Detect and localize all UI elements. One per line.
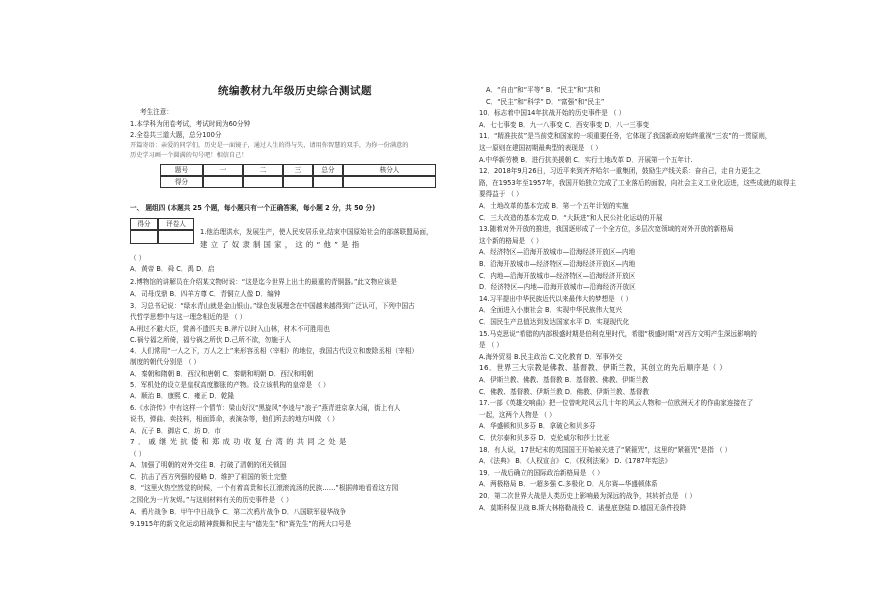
question-line: 说书，弹曲、卖技料，相面算命，表演杂等，他们所去的地方叫做 （ ） (130, 415, 339, 423)
question-line: 7．戚继光抗倭和郑成功收复台湾的共同之处是 (130, 437, 350, 446)
question-line: 要得益于 （ ） (479, 190, 523, 198)
question-line: 5．军机处的设立是皇权高度膨胀的产物。设立该机构的皇帝是 （ ） (130, 381, 330, 389)
question-line: 6.《水浒传》中有这样一个情节：梁山好汉“黑旋风”李逵与“浪子”燕青进京拿大闹，街上有人 (130, 404, 401, 412)
question-line: 2.博物馆的讲解员在介绍某文物时说：“这是迄今世界上出土的最重的青铜器。”此文物应该是 (130, 278, 397, 286)
question-line: C．“民主”和“科学” D．“富强”和“民主” (486, 98, 605, 106)
question-line: A．顺治 B．康熙 C．雍正 D．乾隆 (130, 392, 235, 400)
notice-line: 历史学习画一个圆满的句号吧！相信自己！ (130, 152, 248, 159)
question-line: A．黄帝 B．舜 C．禹 D．启 (130, 265, 215, 273)
question-line: 8．“这里火热空然觉的时候，一个有着高贵和长江滚滚流汤的民族……”根据帅地看看这方园 (130, 484, 399, 492)
question-line: 建立了奴隶制国家，这的“他”是指 (200, 240, 363, 249)
question-line: C．伏尔泰和贝多芬 D．克伦威尔和莎士比亚 (479, 434, 610, 442)
score-cell[interactable] (243, 176, 283, 188)
question-line: A．加强了明朝的对外交往 B．打破了清朝的闭关锁国 (130, 461, 287, 469)
question-line: A.刑过不避大臣，赏善不遗匹夫 B.斧斤以时入山林，材木不可胜用也 (130, 325, 330, 333)
question-line: C．佛教、基督教、伊斯兰教 D．佛教、伊斯兰教、基督教 (479, 388, 650, 396)
question-line: 一起，这两个人物是 （ ） (479, 411, 556, 419)
score-cell[interactable] (343, 176, 436, 188)
question-line: 这个新的格局是 （ ） (479, 237, 543, 245)
question-line: 20．第二次世界大战是人类历史上影响最为深远的战争，其转折点是 （ ） (479, 492, 696, 500)
question-line: A．华盛顿和贝多芬 B．拿破仑和贝多芬 (479, 422, 596, 430)
question-line: A.中华新劳模 B．进行抗美援朝 C．实行土地改革 D．开展第一个五年计. (479, 156, 693, 164)
question-line: A．经济特区—沿海开放城市—沿海经济开放区—内地 (479, 248, 636, 256)
question-line: 17.一部《英雄交响曲》把一位曾叱咤风云几十年的风云人物和一位欧洲天才的作曲家连接在了 (479, 399, 754, 407)
question-line: 19．一战后确立的国际政治新格局是 （ ） (479, 469, 604, 477)
score-table-header: 总分 (313, 164, 343, 176)
notice-line: 2.全卷共三道大题，总分100分 (130, 131, 222, 139)
question-line: 12．2018年9月26日，习近平来到齐齐哈尔一重集团，鼓励生产线关系：奋自己，走自力更生之 (479, 167, 761, 175)
question-line: 16．世界三大宗教是佛教、基督教、伊斯兰教，其创立的先后顺序是（ ） (479, 363, 727, 372)
section-heading: 一、 题组四 (本题共 25 个题，每小题只有一个正确答案，每小题 2 分，共 50 分) (130, 204, 376, 212)
question-line: A．瓦子 B．御店 C．坊 D．市 (130, 427, 221, 435)
question-line: C.祸兮福之所倚，福兮祸之所伏 D.己所不欲，勿施于人 (130, 336, 292, 344)
question-line: 制度的朝代分别是 （ ） (130, 358, 201, 366)
question-line: （ ） (130, 450, 146, 458)
question-line: A．伊斯兰教、佛教、基督教 B．基督教、佛教、伊斯兰教 (479, 376, 649, 384)
question-line: A．土地改革的基本完成 B．第一个五年计划的实施 (479, 202, 629, 210)
notice-line: 开篇寄语：亲爱的同学们，历史是一面镜子，通过人生的得与失，请用你智慧的双手，为你一份满意的 (130, 142, 409, 149)
question-line: B．沿海开放城市—经济特区—沿海经济开放区—内地 (479, 260, 636, 268)
question-line: 代哲学思想中与这一理念相近的是 （ ） (130, 313, 247, 321)
question-line: 9.1915年的新文化运动精神鼓舞和民主与“德先生”和“赛先生”的两大口号是 (130, 520, 352, 528)
question-line: A．七七事变 B．九一八事变 C．西安事变 D．八一三事变 (479, 121, 650, 129)
question-line: 4．人们常用“一人之下，万人之上”来形容丞相（宰相）的地位，我国古代设立和废除丞相（宰相） (130, 347, 418, 355)
question-line: 1.他治理洪水，发展生产，使人民安居乐业,结束中国原始社会的部落联盟局面， (200, 228, 433, 236)
notice-line: 1.本学科为闭卷考试，考试时间为60分钟 (130, 120, 251, 128)
question-line: 10．标志着中国14年抗战开始的历史事件是 （ ） (479, 109, 626, 117)
question-line: 之园化为一片灰烬。”与这则材料有关的历史事件是 （ ） (130, 496, 293, 504)
grader-table-header: 评卷人 (158, 218, 194, 230)
question-line: 3．习总书记说：“绿水青山就是金山银山。”绿色发展理念在中国越来越得到广泛认可，下列中国古 (130, 302, 415, 310)
question-line: A．《法典》 B．《人权宣言》 C．《权利法案》 D.《1787年宪法》 (479, 457, 672, 465)
question-line: A．秦朝和隋朝 B．西汉和唐朝 C．秦朝和明朝 D．西汉和明朝 (130, 370, 314, 378)
question-line: 是 （ ） (479, 341, 503, 349)
question-line: （ ） (130, 254, 146, 262)
question-line: 11．“精准扶贫”是当前党和国家的一项重要任务，它体现了我国新政府始终重视“三农”的一贯原则， (479, 132, 772, 140)
question-line: 15.马克思说“希腊的内部极盛时期是伯利克里时代，希腊“极盛时期”对西方文明产生深远影响的 (479, 330, 757, 338)
question-line: A．“自由”和“平等” B．“民主”和“共和 (486, 86, 601, 94)
question-line: A．两极格局 B．一超多强 C.多极化 D．凡尔赛—华盛顿体系 (479, 480, 658, 488)
question-line: C．国民生产总值达到发达国家水平 D．实现现代化 (479, 318, 630, 326)
score-cell[interactable] (203, 176, 243, 188)
question-line: 18．有人说，17世纪末的英国国王开始被关进了“紧箍咒”，这里的“紧箍咒”是指 （ ） (479, 446, 732, 454)
question-line: A．全面进入小康社会 B．实现中华民族伟大复兴 (479, 306, 623, 314)
question-line: 13.随着对外开放的推进，我国逐形成了一个全方位，多层次宽领域的对外开放的新格局 (479, 225, 734, 233)
grader-cell[interactable] (130, 230, 158, 244)
score-cell[interactable] (313, 176, 343, 188)
notice-heading: 考生注意： (140, 108, 173, 116)
score-cell[interactable] (283, 176, 313, 188)
grader-cell[interactable] (158, 230, 194, 244)
question-line: A．鸦片战争 B．甲午中日战争 C．第二次鸦片战争 D．八国联军侵华战争 (130, 508, 347, 516)
question-line: 14.习平提出中华民族近代以来最伟大的梦想是 （ ） (479, 295, 633, 303)
score-table-header: 二 (243, 164, 283, 176)
score-table-label: 得分 (160, 176, 203, 188)
page-title: 统编教材九年级历史综合测试题 (218, 85, 372, 97)
score-table-header: 一 (203, 164, 243, 176)
grader-table-header: 得分 (130, 218, 158, 230)
question-line: C．三大改造的基本完成 D．“大跃进”和人民公社化运动的开展 (479, 214, 663, 222)
question-line: 这一原则在建国初期最典型的表现是 （ ） (479, 144, 602, 152)
question-line: 路，在1953年至1957年，我国开始独立完成了工业落后的面貌，向社会主义工业化迈进，这些成就的取得主 (479, 179, 797, 187)
question-line: C．抗击了西方列强的侵略 D．维护了祖国的领土完整 (130, 473, 287, 481)
question-line: C．内地—沿海开放城市—经济特区—沿海经济开放区 (479, 272, 636, 280)
question-line: D．经济特区—内地—沿海开放城市—沿海经济开放区 (479, 283, 636, 291)
score-table-header: 核分人 (343, 164, 436, 176)
score-table-header: 三 (283, 164, 313, 176)
question-line: A.海外贸易 B.民主政治 C.文化教育 D．军事外交 (479, 353, 623, 361)
question-line: A．司母戊鼎 B．四羊方尊 C．青铜立人像 D．编钟 (130, 290, 281, 298)
question-line: A．莫斯科保卫战 B.斯大林格勒战役 C．诺曼底登陆 D.德国无条件投降 (479, 504, 687, 512)
score-table-header: 题号 (160, 164, 203, 176)
